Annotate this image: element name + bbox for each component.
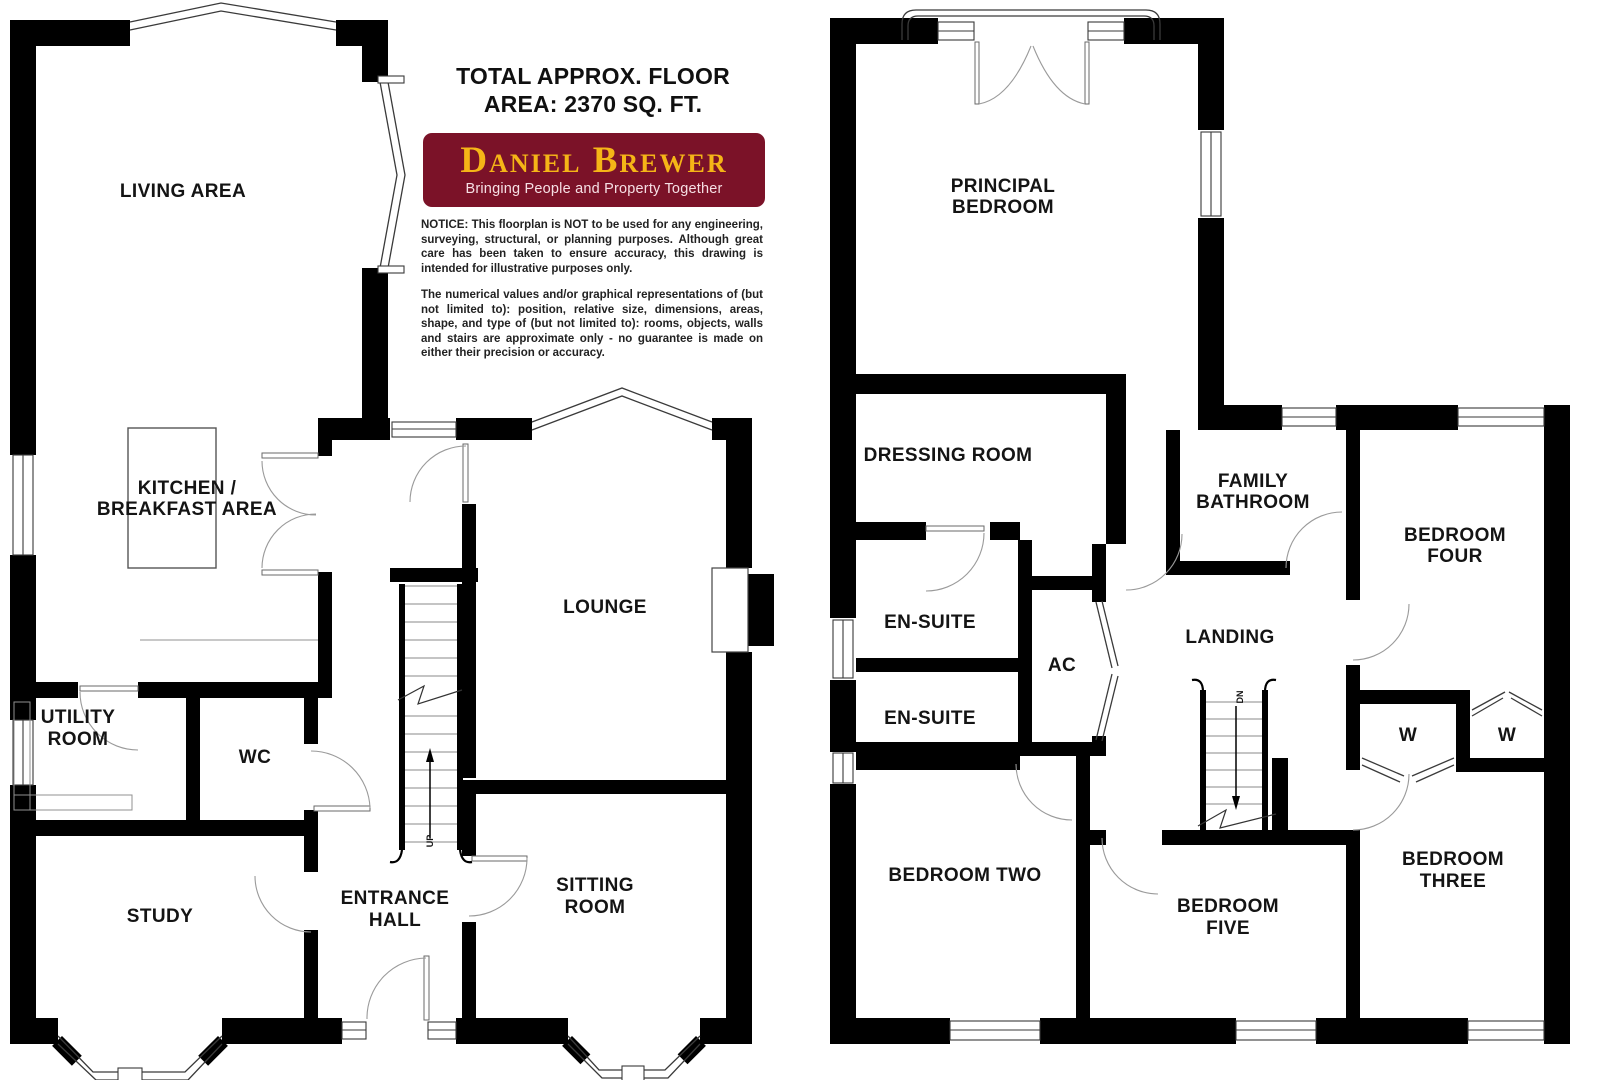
lounge-bay-window [532,388,712,430]
agency-logo-tagline: Bringing People and Property Together [465,181,723,197]
room-label-ac: AC [1047,655,1077,676]
ac-bifold-door [1096,601,1118,741]
agency-logo [423,133,765,207]
sitting-room-bay-window [568,1036,700,1080]
study-bay-window [58,1036,222,1080]
room-label-lounge: LOUNGE [563,597,647,618]
room-label-bedroom-two: BEDROOM TWO [888,865,1042,886]
room-label-sitting-line2: ROOM [564,897,626,918]
up-arrow-icon [426,748,434,762]
room-label-utility-line2: ROOM [47,729,109,750]
room-label-wc: WC [238,747,272,768]
room-label-ensuite-top: EN-SUITE [884,612,976,633]
stairs-dn-label: DN [1235,690,1245,704]
room-label-ensuite-bottom: EN-SUITE [884,708,976,729]
room-label-living-area: LIVING AREA [119,181,247,202]
room-label-bedroom-five-line2: FIVE [1206,918,1250,939]
room-label-wardrobe-right: W [1497,725,1517,746]
agency-logo-name: Daniel Brewer [460,140,728,181]
notice-paragraph-1: NOTICE: This floorplan is NOT to be used for any engineering, surveying, structural, or planning purposes. Although great care has been taken to ensure accuracy, this drawing is intended for illustrative purposes only. [421,219,763,275]
room-label-wardrobe-left: W [1398,725,1418,746]
first-floor-room-labels [864,176,1517,939]
room-label-family-bathroom-line1: FAMILY [1217,471,1289,492]
room-label-bedroom-three-line2: THREE [1419,871,1487,892]
fireplace [712,568,748,652]
down-arrow-icon [1232,796,1240,810]
room-label-entrance-line2: HALL [368,910,422,931]
first-floor-stairs [1192,680,1276,830]
room-label-kitchen-line1: KITCHEN / [137,478,237,499]
room-label-bedroom-five-line1: BEDROOM [1176,896,1280,917]
room-label-family-bathroom-line2: BATHROOM [1196,492,1310,513]
room-label-kitchen-line2: BREAKFAST AREA [96,499,278,520]
wardrobe-left-bifold-door [1362,758,1454,782]
total-area-title-line2: AREA: 2370 SQ. FT. [483,91,703,117]
notice-paragraph-2: The numerical values and/or graphical representations of (but not limited to): position, relative size, dimensions, areas, shape, and type of (but not limited to): rooms, objects, walls and stairs are approximate only - no guarantee is made on either their precision or accuracy. [421,289,763,360]
room-label-sitting-line1: SITTING [556,875,634,896]
total-area-title [420,62,766,118]
living-area-side-bay-window [378,76,405,273]
ground-floor-stairs [390,584,472,862]
first-floor-plan [830,10,1570,1044]
stairs-up-label: UP [425,834,435,848]
room-label-principal-line1: PRINCIPAL [950,176,1056,197]
total-area-title-line1: TOTAL APPROX. FLOOR [456,63,730,89]
room-label-dressing-room: DRESSING ROOM [863,445,1033,466]
room-label-principal-line2: BEDROOM [951,197,1055,218]
room-label-bedroom-four-line1: BEDROOM [1403,525,1507,546]
room-label-study: STUDY [126,906,194,927]
room-label-entrance-line1: ENTRANCE [340,888,450,909]
room-label-landing: LANDING [1185,627,1275,648]
wardrobe-right-bifold-door [1472,692,1542,716]
living-area-bay-window [130,3,336,30]
room-label-bedroom-three-line1: BEDROOM [1401,849,1505,870]
room-label-utility-line1: UTILITY [40,707,116,728]
room-label-bedroom-four-line2: FOUR [1427,546,1483,567]
